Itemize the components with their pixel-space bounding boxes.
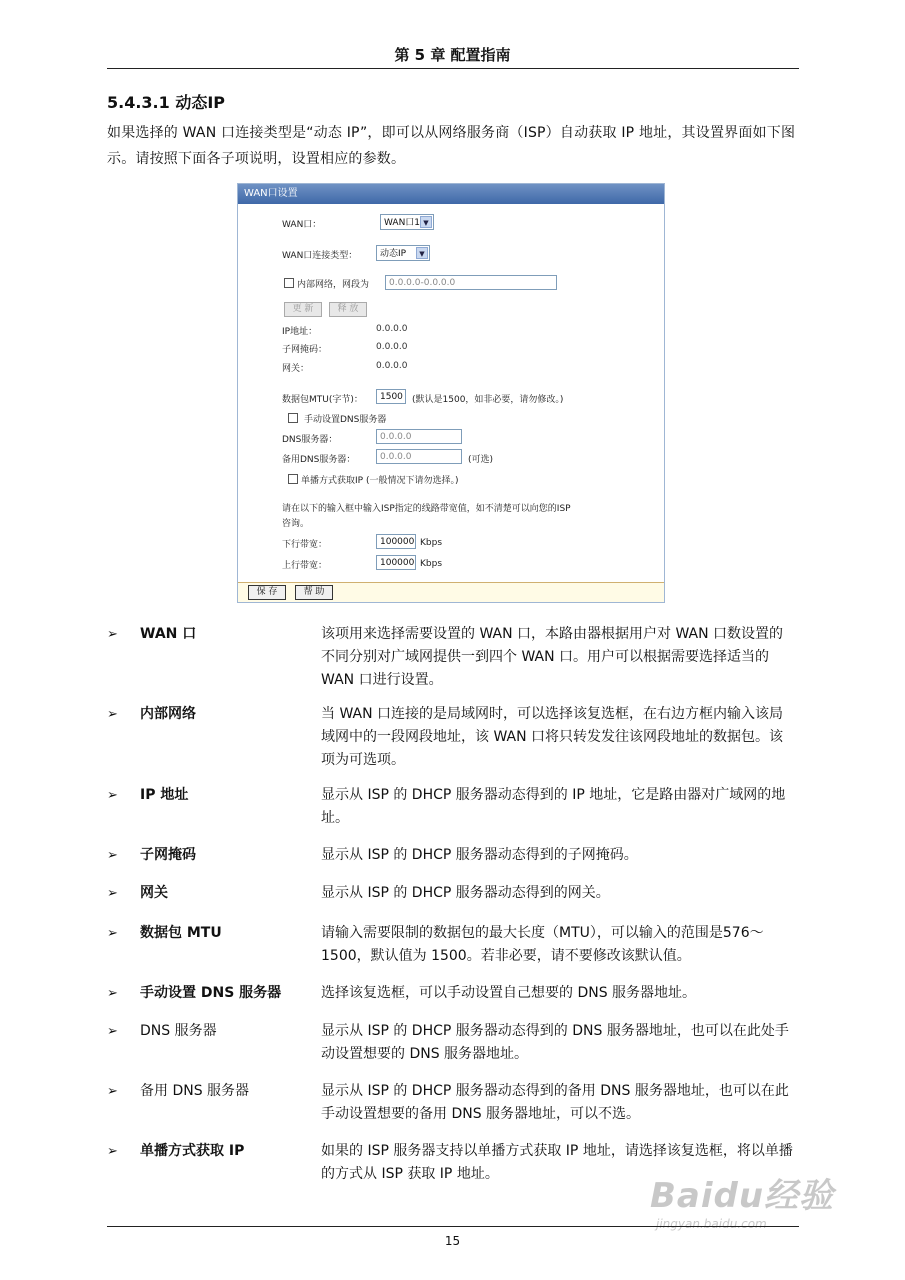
wan-port-select[interactable]	[380, 214, 434, 230]
manual-dns-label: 手动设置DNS服务器	[304, 415, 387, 425]
downlink-label: 下行带宽：	[282, 540, 328, 550]
bullet-icon: ➢	[107, 848, 118, 863]
help-button[interactable]: 帮 助	[295, 585, 333, 600]
item-description: 该项用来选择需要设置的 WAN 口，本路由器根据用户对 WAN 口数设置的不同分别对广域网提供一到四个 WAN 口。用户可以根据需要选择适当的 WAN 口进行设置。	[321, 626, 784, 688]
page-number: 15	[444, 1234, 461, 1248]
item-description: 显示从 ISP 的 DHCP 服务器动态得到的 IP 地址，它是路由器对广域网的地址。	[321, 787, 786, 826]
item-description: 如果的 ISP 服务器支持以单播方式获取 IP 地址，请选择该复选框，将以单播的方式从 ISP 获取 IP 地址。	[321, 1143, 793, 1182]
manual-dns-checkbox[interactable]	[288, 413, 298, 423]
secondary-dns-hint: (可选)	[468, 455, 494, 465]
uplink-input[interactable]: 100000	[376, 555, 416, 570]
subnet-mask-label: 子网掩码：	[282, 345, 328, 355]
item-description: 显示从 ISP 的 DHCP 服务器动态得到的子网掩码。	[321, 847, 638, 863]
chevron-down-icon: ▼	[416, 247, 428, 259]
secondary-dns-label: 备用DNS服务器：	[282, 455, 356, 465]
item-term: 手动设置 DNS 服务器	[140, 985, 282, 1001]
bullet-icon: ➢	[107, 1024, 118, 1039]
ip-address-label: IP地址：	[282, 327, 318, 337]
bullet-icon: ➢	[107, 986, 118, 1001]
watermark-brand: Baidu经验	[650, 1176, 835, 1216]
router-panel-title: WAN口设置	[238, 184, 664, 204]
bandwidth-note-line1: 请在以下的输入框中输入ISP指定的线路带宽值，如不清楚可以向您的ISP	[282, 504, 571, 514]
watermark-logo	[650, 1168, 860, 1238]
item-term: DNS 服务器	[140, 1023, 217, 1039]
uplink-unit: Kbps	[420, 559, 443, 569]
bullet-icon: ➢	[107, 788, 118, 803]
conn-type-select[interactable]	[376, 245, 430, 261]
update-button[interactable]: 更 新	[284, 302, 322, 317]
item-term: 网关	[140, 885, 168, 901]
item-term: 单播方式获取 IP	[140, 1143, 245, 1159]
wan-port-label: WAN口：	[282, 220, 322, 230]
item-description: 当 WAN 口连接的是局域网时，可以选择该复选框，在右边方框内输入该局域网中的一段网段地址，该 WAN 口将只转发发往该网段地址的数据包。该项为可选项。	[321, 706, 784, 768]
unicast-label: 单播方式获取IP (一般情况下请勿选择。)	[301, 476, 459, 486]
page-header-title: 第 5 章 配置指南	[394, 46, 511, 64]
downlink-input[interactable]: 100000	[376, 534, 416, 549]
router-footer-bar	[238, 582, 664, 602]
gateway-value: 0.0.0.0	[376, 361, 408, 371]
header-rule	[107, 68, 799, 69]
item-term: IP 地址	[140, 787, 189, 803]
item-term: 备用 DNS 服务器	[140, 1083, 250, 1099]
downlink-unit: Kbps	[420, 538, 443, 548]
item-description: 请输入需要限制的数据包的最大长度（MTU），可以输入的范围是576～1500，默认值为 1500。若非必要，请不要修改该默认值。	[321, 925, 764, 964]
chevron-down-icon: ▼	[420, 216, 432, 228]
inner-net-checkbox[interactable]	[284, 278, 294, 288]
item-term: 子网掩码	[140, 847, 196, 863]
item-description: 显示从 ISP 的 DHCP 服务器动态得到的备用 DNS 服务器地址，也可以在此手动设置想要的备用 DNS 服务器地址，可以不选。	[321, 1083, 789, 1122]
dns-input[interactable]: 0.0.0.0	[376, 429, 462, 444]
item-description: 选择该复选框，可以手动设置自己想要的 DNS 服务器地址。	[321, 985, 697, 1001]
unicast-checkbox[interactable]	[288, 474, 298, 484]
dns-label: DNS服务器：	[282, 435, 338, 445]
conn-type-value: 动态IP	[380, 249, 407, 259]
item-description: 显示从 ISP 的 DHCP 服务器动态得到的网关。	[321, 885, 610, 901]
bullet-icon: ➢	[107, 707, 118, 722]
secondary-dns-input[interactable]: 0.0.0.0	[376, 449, 462, 464]
save-button[interactable]: 保 存	[248, 585, 286, 600]
mtu-hint: (默认是1500，如非必要，请勿修改。)	[412, 395, 564, 405]
bullet-icon: ➢	[107, 1084, 118, 1099]
mtu-input[interactable]: 1500	[376, 389, 406, 404]
item-description: 显示从 ISP 的 DHCP 服务器动态得到的 DNS 服务器地址，也可以在此处手动设置想要的 DNS 服务器地址。	[321, 1023, 789, 1062]
mtu-label: 数据包MTU(字节)：	[282, 395, 363, 405]
section-heading: 5.4.3.1 动态IP	[107, 93, 226, 112]
release-button[interactable]: 释 放	[329, 302, 367, 317]
intro-paragraph: 如果选择的 WAN 口连接类型是“动态 IP”，即可以从网络服务商（ISP）自动获取 IP 地址，其设置界面如下图示。请按照下面各子项说明，设置相应的参数。	[107, 125, 796, 167]
bullet-icon: ➢	[107, 886, 118, 901]
bandwidth-note-line2: 咨询。	[282, 519, 310, 529]
bullet-icon: ➢	[107, 926, 118, 941]
bullet-icon: ➢	[107, 627, 118, 642]
inner-net-input[interactable]: 0.0.0.0-0.0.0.0	[385, 275, 557, 290]
footer-rule	[107, 1226, 799, 1227]
inner-net-label: 内部网络，网段为	[297, 280, 370, 290]
item-term: 内部网络	[140, 706, 196, 722]
uplink-label: 上行带宽：	[282, 561, 328, 571]
ip-address-value: 0.0.0.0	[376, 324, 408, 334]
gateway-label: 网关：	[282, 364, 310, 374]
router-wan-settings-panel	[237, 183, 665, 603]
wan-port-value: WAN口1	[384, 218, 421, 228]
item-term: WAN 口	[140, 626, 197, 642]
watermark-url: jingyan.baidu.com	[656, 1217, 767, 1231]
conn-type-label: WAN口连接类型：	[282, 251, 358, 261]
subnet-mask-value: 0.0.0.0	[376, 342, 408, 352]
bullet-icon: ➢	[107, 1144, 118, 1159]
item-term: 数据包 MTU	[140, 925, 222, 941]
